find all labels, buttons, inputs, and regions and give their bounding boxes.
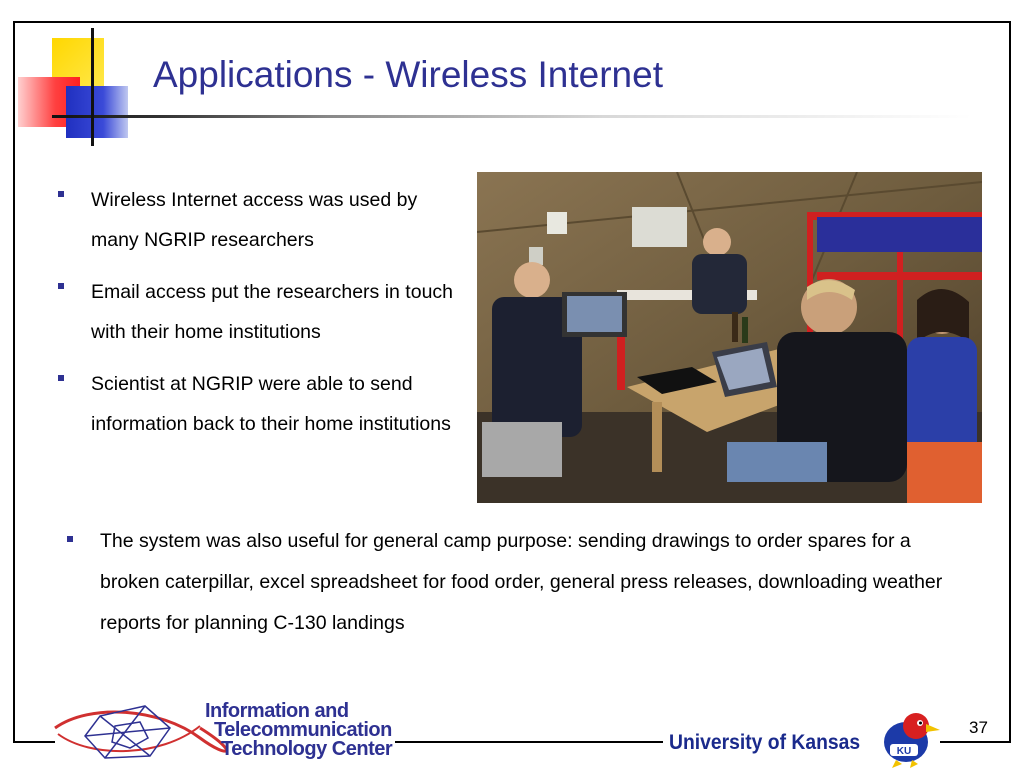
jayhawk-mascot-icon [876,708,940,768]
bullet-square-icon [67,536,73,542]
itc-logo-line-2: Telecommunication [214,719,392,741]
frame-bottom-line-middle [395,741,663,743]
university-name: University of Kansas [669,731,861,754]
bullet-item [55,272,460,352]
svg-text:KU: KU [896,746,912,757]
bullet-item [55,180,460,260]
bullet-item [55,364,460,444]
bullet-list [55,180,460,456]
frame-bottom-line-right [940,741,1011,743]
slide-title: Applications - Wireless Internet [153,54,663,95]
researchers-photo [477,172,982,503]
itc-logo-line-3: Technology Center [221,738,393,760]
frame-bottom-line-left [13,741,55,743]
decorative-vertical-line [91,28,94,146]
bullet-text: Wireless Internet access was used by many NGRIP researchers [91,189,418,251]
page-number: 37 [969,718,988,737]
bottom-bullet-item [64,521,944,644]
decorative-blue-square [66,86,128,138]
itc-logo-line-1: Information and [205,700,349,722]
bullet-square-icon [58,191,64,197]
bullet-square-icon [58,283,64,289]
bullet-text: Email access put the researchers in touch with their home institutions [91,281,454,343]
bullet-text: Scientist at NGRIP were able to send information back to their home institutions [91,373,451,435]
title-underline [52,115,972,118]
bullet-text: The system was also useful for general camp purpose: sending drawings to order spares for a broken caterpillar, excel spreadsheet for food order, general press releases, downloading weather reports for planning C-130 landings [100,530,943,634]
bullet-square-icon [58,375,64,381]
